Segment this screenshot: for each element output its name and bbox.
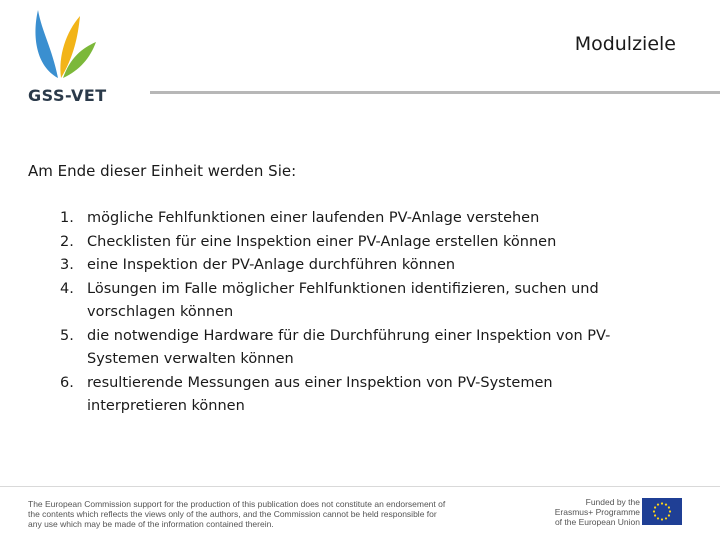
list-text: mögliche Fehlfunktionen einer laufenden PV-Anlage verstehen <box>87 210 540 226</box>
list-item <box>60 278 640 325</box>
logo-text: GSS-VET <box>28 86 107 105</box>
list-number: 5. <box>60 327 74 344</box>
list-text: resultierende Messungen aus einer Inspektion von PV-Systemen interpretieren können <box>87 374 553 414</box>
gss-vet-logo <box>22 8 107 106</box>
eu-star-icon <box>669 510 671 512</box>
eu-star-icon <box>657 503 659 505</box>
list-number: 2. <box>60 233 74 250</box>
eu-star-icon <box>668 506 670 508</box>
list-text: Checklisten für eine Inspektion einer PV-Anlage erstellen können <box>87 233 557 250</box>
eu-star-icon <box>654 506 656 508</box>
eu-star-icon <box>661 502 663 504</box>
list-item <box>60 372 640 419</box>
list-text: die notwendige Hardware für die Durchführung einer Inspektion von PV-Systemen verwalten können <box>87 327 611 367</box>
list-number: 6. <box>60 374 74 391</box>
list-item <box>60 254 640 278</box>
list-item <box>60 207 640 231</box>
footer-divider <box>0 486 720 487</box>
funded-by-text: Funded by the Erasmus+ Programme of the European Union <box>554 497 640 527</box>
list-item <box>60 231 640 255</box>
list-text: Lösungen im Falle möglicher Fehlfunktionen identifizieren, suchen und vorschlagen können <box>87 280 599 320</box>
eu-flag-icon <box>642 498 682 525</box>
eu-star-icon <box>665 517 667 519</box>
footer-disclaimer: The European Commission support for the production of this publication does not constitute an endorsement of the contents which reflects the views only of the authors, and the Commission cannot be held responsible for any use which may be made of the information contained therein. <box>28 499 446 529</box>
eu-star-icon <box>665 503 667 505</box>
eu-star-icon <box>668 514 670 516</box>
title-divider <box>150 91 720 94</box>
eu-star-icon <box>657 517 659 519</box>
intro-text: Am Ende dieser Einheit werden Sie: <box>28 162 297 180</box>
list-number: 1. <box>60 210 74 226</box>
goals-list <box>60 207 640 419</box>
list-number: 4. <box>60 280 74 297</box>
eu-star-icon <box>654 514 656 516</box>
eu-star-icon <box>653 510 655 512</box>
eu-star-icon <box>661 518 663 520</box>
page-title: Modulziele <box>574 33 676 55</box>
list-number: 3. <box>60 257 74 273</box>
leaf-logo-icon <box>28 8 98 80</box>
list-item <box>60 325 640 372</box>
list-text: eine Inspektion der PV-Anlage durchführen können <box>87 257 456 273</box>
